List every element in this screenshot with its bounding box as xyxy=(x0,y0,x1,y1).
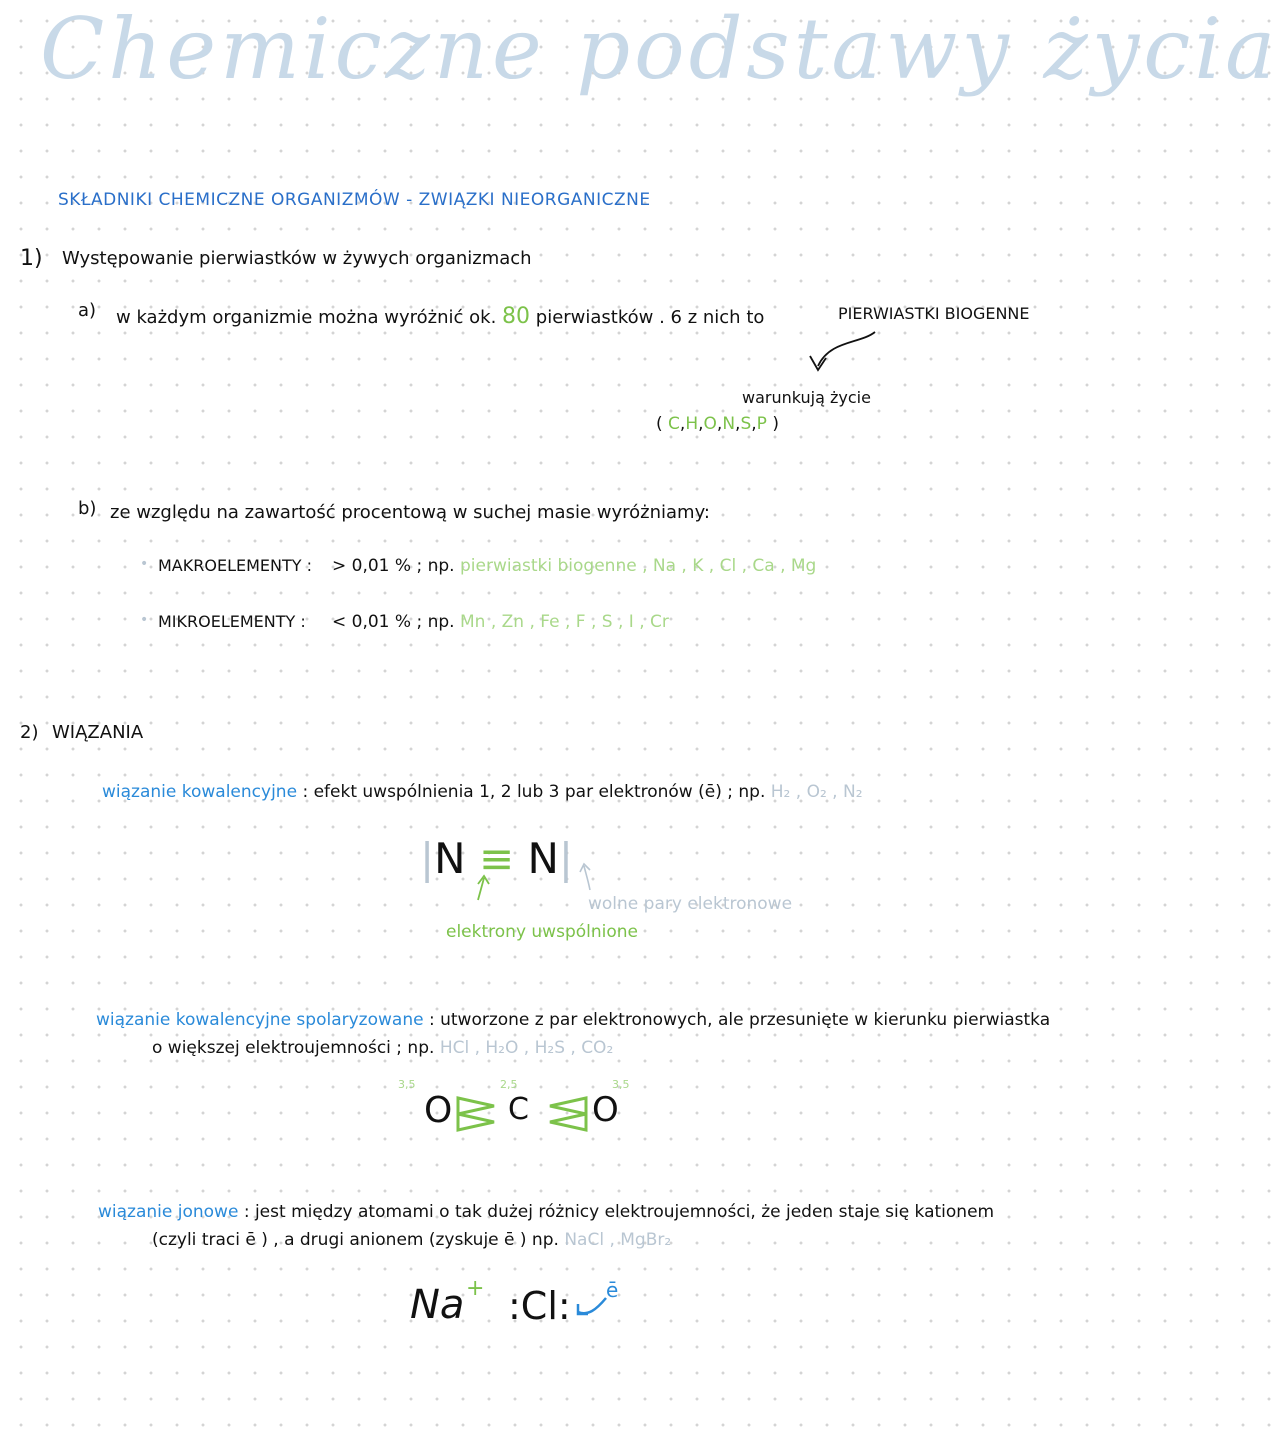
n-atom-left: N xyxy=(434,834,466,883)
polar-line1 xyxy=(96,1010,1050,1030)
element-h: H xyxy=(685,414,699,434)
covalent-examples: H₂ , O₂ , N₂ xyxy=(770,782,863,802)
bullet-icon: • xyxy=(140,612,149,628)
page-title: Chemiczne podstawy życia xyxy=(40,0,1279,98)
c-atom: C xyxy=(508,1092,529,1127)
shared-arrow-icon xyxy=(472,872,496,902)
polar-bond-left-icon xyxy=(454,1092,500,1134)
n-atom-right: N xyxy=(527,834,559,883)
electron-label: ē xyxy=(606,1278,619,1302)
micro-label: MIKROELEMENTY : xyxy=(158,612,306,631)
electron-arrow-icon xyxy=(574,1290,610,1320)
item1b-text: ze względu na zawartość procentową w suchej masie wyróżniamy: xyxy=(110,502,710,523)
item1a-count: 80 xyxy=(502,304,531,329)
ionic-line2 xyxy=(152,1230,671,1250)
item2-number: 2) xyxy=(20,722,39,743)
free-pairs-arrow-icon xyxy=(578,860,602,894)
polar-definition-line2: o większej elektroujemności ; np. xyxy=(152,1038,435,1058)
lone-pair-right: | xyxy=(558,834,574,883)
polar-term: wiązanie kowalencyjne spolaryzowane xyxy=(96,1010,424,1030)
covalent-definition: : efekt uwspólnienia 1, 2 lub 3 par elektronów (ē) ; np. xyxy=(302,782,766,802)
polar-examples: HCl , H₂O , H₂S , CO₂ xyxy=(439,1038,614,1058)
anion-cl: :Cl: xyxy=(508,1284,571,1328)
polar-line2 xyxy=(152,1038,613,1058)
o2-atom: O xyxy=(592,1090,619,1130)
item1b-label: b) xyxy=(78,498,97,519)
biogenic-list: ( C,H,O,N,S,P ) xyxy=(656,414,779,434)
element-c: C xyxy=(668,414,680,434)
n2-molecule xyxy=(420,834,573,883)
element-s: S xyxy=(740,414,752,434)
polar-definition-line1: : utworzone z par elektronowych, ale przesunięte w kierunku pierwiastka xyxy=(428,1010,1051,1030)
ionic-definition-line1: : jest między atomami o tak dużej różnicy elektroujemności, że jeden staje się kationem xyxy=(243,1202,995,1222)
item1a-line xyxy=(116,304,764,329)
macro-threshold: > 0,01 % ; np. xyxy=(332,556,455,576)
item1-heading: Występowanie pierwiastków w żywych organizmach xyxy=(62,248,532,269)
macro-label: MAKROELEMENTY : xyxy=(158,556,312,575)
macro-examples: pierwiastki biogenne , Na , K , Cl , Ca , Mg xyxy=(460,556,817,576)
polar-bond-right-icon xyxy=(544,1092,590,1134)
covalent-line xyxy=(102,782,863,802)
section-heading: SKŁADNIKI CHEMICZNE ORGANIZMÓW - ZWIĄZKI NIEORGANICZNE xyxy=(58,190,651,210)
covalent-term: wiązanie kowalencyjne xyxy=(102,782,298,802)
micro-threshold: < 0,01 % ; np. xyxy=(332,612,455,632)
ionic-term: wiązanie jonowe xyxy=(98,1202,239,1222)
item1a-label: a) xyxy=(78,300,97,321)
cation-charge: + xyxy=(466,1276,485,1301)
cation-na: Na xyxy=(410,1282,465,1328)
item1a-text-after: pierwiastków . 6 z nich to xyxy=(535,307,765,328)
free-pairs-label: wolne pary elektronowe xyxy=(588,894,793,914)
biogenic-arrow-icon xyxy=(800,326,890,386)
o1-electronegativity: 3,5 xyxy=(398,1078,416,1091)
shared-electrons-label: elektrony uwspólnione xyxy=(446,922,638,942)
triple-bond: ≡ xyxy=(478,834,515,883)
ionic-definition-line2: (czyli traci ē ) , a drugi anionem (zyskuje ē ) np. xyxy=(152,1230,559,1250)
item1-number: 1) xyxy=(20,246,43,271)
item2-heading: WIĄZANIA xyxy=(52,722,144,743)
element-p: P xyxy=(756,414,767,434)
lone-pair-left: | xyxy=(420,834,435,883)
o2-electronegativity: 3,5 xyxy=(612,1078,630,1091)
o1-atom: O xyxy=(424,1090,453,1131)
micro-examples: Mn , Zn , Fe , F , S , I , Cr xyxy=(460,612,669,632)
element-o: O xyxy=(703,414,717,434)
biogenic-elements-label: PIERWIASTKI BIOGENNE xyxy=(838,304,1030,323)
item1a-text-before: w każdym organizmie można wyróżnić ok. xyxy=(116,307,497,328)
bullet-icon: • xyxy=(140,556,149,572)
ionic-line1 xyxy=(98,1202,994,1222)
element-n: N xyxy=(722,414,736,434)
ionic-examples: NaCl , MgBr₂ xyxy=(564,1230,672,1250)
c-electronegativity: 2,5 xyxy=(500,1078,518,1091)
biogenic-note: warunkują życie xyxy=(742,388,871,407)
